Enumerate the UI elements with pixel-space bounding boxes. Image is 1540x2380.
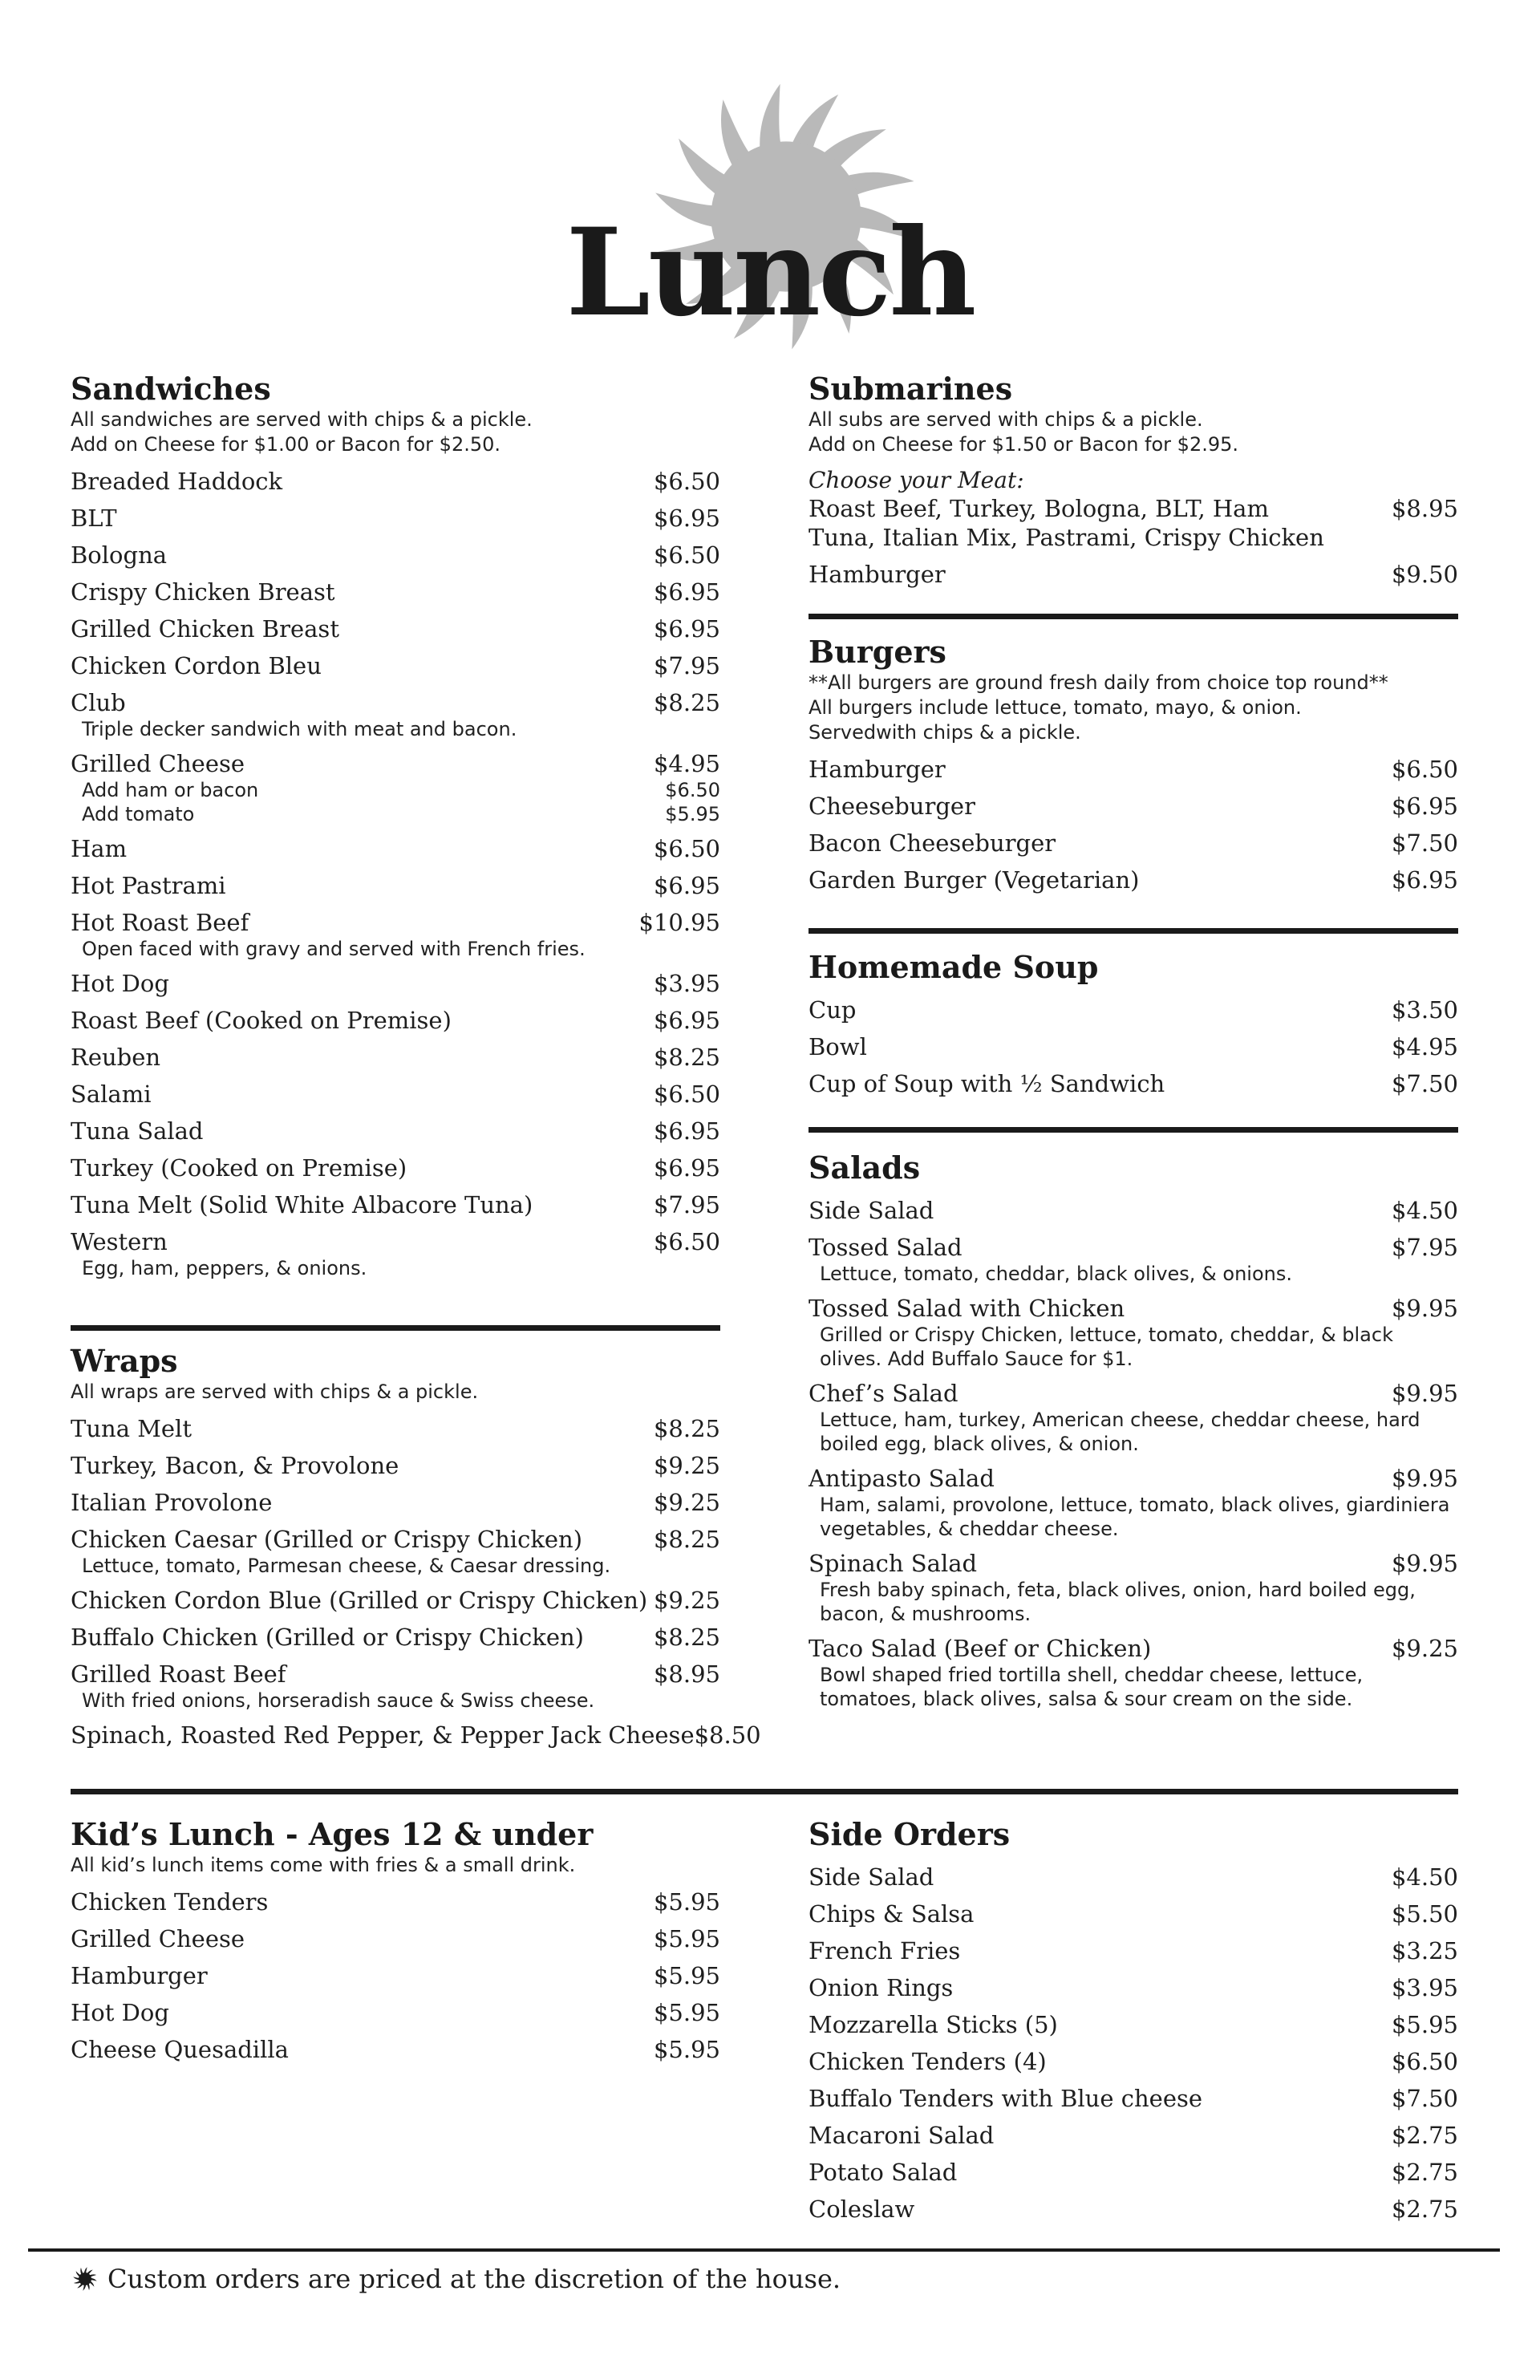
menu-item bbox=[808, 755, 1458, 784]
menu-item bbox=[71, 614, 720, 643]
menu-item bbox=[71, 1660, 720, 1713]
menu-item bbox=[808, 2010, 1458, 2039]
item-name: Chicken Tenders bbox=[71, 1888, 269, 1916]
item-name: Chicken Cordon Bleu bbox=[71, 652, 322, 679]
item-price: $3.95 bbox=[1391, 1974, 1458, 2001]
section-title: Kid’s Lunch - Ages 12 & under bbox=[71, 1816, 594, 1852]
item-row bbox=[808, 560, 1458, 589]
item-row bbox=[808, 829, 1458, 858]
item-name: Hot Dog bbox=[71, 970, 169, 997]
item-name: Chips & Salsa bbox=[808, 1900, 975, 1928]
item-row bbox=[808, 1634, 1458, 1663]
sub-items bbox=[808, 560, 1458, 589]
item-price: $7.95 bbox=[653, 652, 720, 679]
menu-item bbox=[808, 1464, 1458, 1541]
menu-item bbox=[808, 866, 1458, 894]
item-name: Cheese Quesadilla bbox=[71, 2036, 289, 2063]
item-name: Hamburger bbox=[808, 756, 946, 783]
soup-section bbox=[808, 949, 1458, 1106]
item-row bbox=[71, 1117, 720, 1145]
item-row bbox=[808, 1973, 1458, 2002]
item-row bbox=[71, 688, 720, 717]
item-name: French Fries bbox=[808, 1937, 961, 1964]
item-name: Potato Salad bbox=[808, 2159, 958, 2186]
menu-item bbox=[71, 908, 720, 961]
item-row bbox=[808, 1294, 1458, 1323]
item-name: Club bbox=[71, 689, 126, 716]
item-price: $9.95 bbox=[1391, 1550, 1458, 1577]
item-price: $8.50 bbox=[694, 1721, 761, 1749]
addon-name: Add tomato bbox=[82, 803, 195, 825]
item-price: $6.95 bbox=[653, 872, 720, 899]
item-name: Turkey, Bacon, & Provolone bbox=[71, 1452, 399, 1479]
item-price: $6.95 bbox=[653, 1154, 720, 1182]
menu-item bbox=[808, 1233, 1458, 1286]
section-divider bbox=[808, 928, 1458, 934]
item-price: $6.95 bbox=[653, 1117, 720, 1145]
item-price: $8.25 bbox=[653, 1044, 720, 1071]
menu-items bbox=[808, 995, 1458, 1098]
item-price: $5.95 bbox=[653, 2036, 720, 2063]
menu-item bbox=[71, 1488, 720, 1517]
menu-item bbox=[71, 651, 720, 680]
menu-item bbox=[808, 2195, 1458, 2224]
item-name: Mozzarella Sticks (5) bbox=[808, 2011, 1058, 2038]
section-title: Wraps bbox=[71, 1343, 178, 1379]
menu-item bbox=[808, 560, 1458, 589]
sun-icon bbox=[72, 2266, 98, 2292]
item-name: Tuna Melt (Solid White Albacore Tuna) bbox=[71, 1191, 533, 1218]
item-price: $8.25 bbox=[653, 1415, 720, 1442]
item-description: Ham, salami, provolone, lettuce, tomato, black olives, giardiniera vegetables, & cheddar cheese. bbox=[820, 1494, 1450, 1540]
item-price: $8.25 bbox=[653, 1526, 720, 1553]
section-note: All kid’s lunch items come with fries & a small drink. bbox=[71, 1854, 576, 1876]
item-name: Italian Provolone bbox=[71, 1489, 273, 1516]
menu-item bbox=[808, 1634, 1458, 1711]
item-description: Egg, ham, peppers, & onions. bbox=[82, 1257, 367, 1279]
menu-items bbox=[808, 755, 1458, 894]
item-row bbox=[71, 1488, 720, 1517]
item-name: Grilled Cheese bbox=[71, 750, 245, 777]
section-title: Sandwiches bbox=[71, 371, 271, 407]
meat-row bbox=[808, 523, 1458, 552]
menu-item bbox=[71, 1190, 720, 1219]
item-row bbox=[808, 1196, 1458, 1225]
item-name: Grilled Roast Beef bbox=[71, 1660, 286, 1688]
item-row bbox=[808, 2084, 1458, 2113]
item-row bbox=[808, 1863, 1458, 1891]
menu-item bbox=[808, 829, 1458, 858]
item-price: $3.50 bbox=[1391, 996, 1458, 1024]
section-divider bbox=[71, 1325, 720, 1331]
menu-item bbox=[808, 2047, 1458, 2076]
item-price: $3.25 bbox=[1391, 1937, 1458, 1964]
item-name: Ham bbox=[71, 835, 128, 862]
item-name: Cup of Soup with ½ Sandwich bbox=[808, 1070, 1165, 1097]
menu-item bbox=[71, 871, 720, 900]
menu-item bbox=[71, 1525, 720, 1578]
menu-item bbox=[808, 1973, 1458, 2002]
item-row bbox=[71, 541, 720, 570]
item-price: $10.95 bbox=[638, 909, 720, 936]
menu-item bbox=[71, 1227, 720, 1280]
item-name: Hamburger bbox=[71, 1962, 208, 1989]
item-price: $5.50 bbox=[1391, 1900, 1458, 1928]
menu-item bbox=[808, 1032, 1458, 1061]
menu-item bbox=[71, 1154, 720, 1182]
item-name: Cheeseburger bbox=[808, 793, 975, 820]
menu-item bbox=[71, 1887, 720, 1916]
item-price: $9.25 bbox=[653, 1452, 720, 1479]
menu-item bbox=[71, 749, 720, 826]
section-note: All sandwiches are served with chips & a pickle. bbox=[71, 408, 533, 431]
item-row bbox=[71, 1080, 720, 1109]
item-row bbox=[71, 467, 720, 496]
menu-items bbox=[808, 467, 1458, 589]
item-name: Bologna bbox=[71, 541, 168, 569]
item-row bbox=[808, 2195, 1458, 2224]
menu-item bbox=[71, 1414, 720, 1443]
footer-divider bbox=[28, 2248, 1500, 2252]
menu-item bbox=[808, 2121, 1458, 2150]
item-name: Cup bbox=[808, 996, 857, 1024]
item-price: $8.25 bbox=[653, 689, 720, 716]
item-addon bbox=[71, 802, 720, 826]
item-name: Roast Beef (Cooked on Premise) bbox=[71, 1007, 452, 1034]
section-note: All wraps are served with chips & a pickle. bbox=[71, 1381, 479, 1403]
item-price: $6.95 bbox=[1391, 866, 1458, 894]
item-row bbox=[71, 1586, 720, 1615]
item-name: Chicken Tenders (4) bbox=[808, 2048, 1047, 2075]
section-divider bbox=[808, 1127, 1458, 1133]
item-row bbox=[808, 2121, 1458, 2150]
menu-item bbox=[71, 1998, 720, 2027]
item-description: Grilled or Crispy Chicken, lettuce, tomato, cheddar, & black olives. Add Buffalo Sauce for $1. bbox=[820, 1324, 1393, 1370]
item-row bbox=[808, 1233, 1458, 1262]
item-price: $5.95 bbox=[1391, 2011, 1458, 2038]
choose-meat-label: Choose your Meat: bbox=[808, 467, 1024, 493]
kids-lunch-section bbox=[71, 1816, 720, 2072]
item-price: $6.50 bbox=[653, 541, 720, 569]
item-row bbox=[71, 1721, 761, 1750]
item-row bbox=[71, 1998, 720, 2027]
item-row bbox=[71, 614, 720, 643]
item-name: BLT bbox=[71, 505, 117, 532]
item-row bbox=[808, 2010, 1458, 2039]
menu-item bbox=[71, 578, 720, 606]
item-price: $4.95 bbox=[1391, 1033, 1458, 1060]
item-name: Grilled Cheese bbox=[71, 1925, 245, 1952]
item-description: Bowl shaped fried tortilla shell, cheddar cheese, lettuce, tomatoes, black olives, salsa & sour cream on the side. bbox=[820, 1664, 1364, 1710]
page-title: Lunch bbox=[565, 202, 975, 343]
item-price: $6.95 bbox=[653, 578, 720, 606]
item-name: Chef’s Salad bbox=[808, 1380, 958, 1407]
item-price: $9.25 bbox=[653, 1489, 720, 1516]
item-row bbox=[71, 1451, 720, 1480]
item-name: Tossed Salad bbox=[808, 1234, 962, 1261]
menu-item bbox=[808, 1549, 1458, 1626]
item-row bbox=[71, 1924, 720, 1953]
salads-section bbox=[808, 1149, 1458, 1719]
item-price: $4.50 bbox=[1391, 1863, 1458, 1891]
item-name: Hot Roast Beef bbox=[71, 909, 249, 936]
item-name: Bacon Cheeseburger bbox=[808, 829, 1056, 857]
item-description: Lettuce, tomato, Parmesan cheese, & Caesar dressing. bbox=[82, 1555, 611, 1577]
item-price: $5.95 bbox=[653, 1962, 720, 1989]
item-description: Lettuce, tomato, cheddar, black olives, & onions. bbox=[820, 1263, 1292, 1285]
item-name: Garden Burger (Vegetarian) bbox=[808, 866, 1140, 894]
menu-item bbox=[71, 1080, 720, 1109]
menu-item bbox=[808, 995, 1458, 1024]
menu-item bbox=[808, 1379, 1458, 1456]
item-row bbox=[71, 651, 720, 680]
item-row bbox=[71, 1660, 720, 1689]
item-name: Western bbox=[71, 1228, 168, 1255]
item-name: Hot Dog bbox=[71, 1999, 169, 2026]
item-row bbox=[71, 1961, 720, 1990]
section-note: Servedwith chips & a pickle. bbox=[808, 721, 1081, 744]
item-row bbox=[808, 2158, 1458, 2187]
item-name: Spinach Salad bbox=[808, 1550, 978, 1577]
item-name: Tuna Salad bbox=[71, 1117, 204, 1145]
item-price: $6.50 bbox=[653, 468, 720, 495]
menu-item bbox=[71, 688, 720, 741]
item-price: $6.95 bbox=[653, 505, 720, 532]
item-row bbox=[71, 749, 720, 778]
item-price: $6.50 bbox=[1391, 2048, 1458, 2075]
menu-item bbox=[71, 2035, 720, 2064]
menu-item bbox=[808, 2158, 1458, 2187]
item-row bbox=[71, 1525, 720, 1554]
item-addon bbox=[71, 778, 720, 802]
item-price: $4.50 bbox=[1391, 1197, 1458, 1224]
footer-note bbox=[72, 2263, 841, 2295]
menu-item bbox=[71, 1451, 720, 1480]
section-title: Side Orders bbox=[808, 1816, 1011, 1852]
item-name: Chicken Caesar (Grilled or Crispy Chicken) bbox=[71, 1526, 583, 1553]
item-price: $8.95 bbox=[653, 1660, 720, 1688]
section-note: Add on Cheese for $1.50 or Bacon for $2.95. bbox=[808, 433, 1239, 456]
item-row bbox=[71, 1414, 720, 1443]
menu-item bbox=[808, 1863, 1458, 1891]
section-divider bbox=[808, 614, 1458, 619]
item-price: $7.95 bbox=[653, 1191, 720, 1218]
item-row bbox=[808, 1900, 1458, 1928]
submarines-section bbox=[808, 371, 1458, 597]
item-name: Onion Rings bbox=[808, 1974, 954, 2001]
item-name: Side Salad bbox=[808, 1863, 934, 1891]
item-price: $9.25 bbox=[1391, 1635, 1458, 1662]
menu-item bbox=[71, 1117, 720, 1145]
item-price: $6.50 bbox=[653, 1081, 720, 1108]
menu-item bbox=[808, 1069, 1458, 1098]
item-price: $6.95 bbox=[653, 615, 720, 643]
item-row bbox=[71, 969, 720, 998]
item-name: Tuna, Italian Mix, Pastrami, Crispy Chicken bbox=[808, 524, 1324, 551]
menu-item bbox=[71, 1623, 720, 1652]
item-row bbox=[808, 1936, 1458, 1965]
item-name: Turkey (Cooked on Premise) bbox=[71, 1154, 407, 1182]
item-row bbox=[71, 578, 720, 606]
item-row bbox=[808, 1032, 1458, 1061]
menu-item bbox=[71, 1043, 720, 1072]
item-description: Triple decker sandwich with meat and bacon. bbox=[82, 718, 517, 740]
menu-item bbox=[71, 1961, 720, 1990]
section-title: Submarines bbox=[808, 371, 1013, 407]
item-price: $2.75 bbox=[1391, 2196, 1458, 2223]
item-price: $2.75 bbox=[1391, 2159, 1458, 2186]
item-price: $5.95 bbox=[653, 1925, 720, 1952]
item-row bbox=[808, 1464, 1458, 1493]
item-row bbox=[71, 871, 720, 900]
menu-items bbox=[808, 1863, 1458, 2224]
item-name: Tuna Melt bbox=[71, 1415, 192, 1442]
item-name: Coleslaw bbox=[808, 2196, 915, 2223]
item-price: $6.50 bbox=[653, 1228, 720, 1255]
item-price: $6.50 bbox=[653, 835, 720, 862]
meat-choice bbox=[808, 467, 1458, 552]
item-row bbox=[808, 792, 1458, 821]
menu-item bbox=[71, 541, 720, 570]
menu-item bbox=[808, 1294, 1458, 1371]
item-row bbox=[71, 834, 720, 863]
section-note: All subs are served with chips & a pickle. bbox=[808, 408, 1203, 431]
side-orders-section bbox=[808, 1816, 1458, 2232]
menu-item bbox=[808, 1936, 1458, 1965]
item-price: $7.50 bbox=[1391, 829, 1458, 857]
item-price: $9.50 bbox=[1391, 561, 1458, 588]
item-name: Hamburger bbox=[808, 561, 946, 588]
item-name: Macaroni Salad bbox=[808, 2122, 995, 2149]
sandwiches-section bbox=[71, 371, 720, 1288]
menu-item bbox=[71, 834, 720, 863]
item-row bbox=[71, 1227, 720, 1256]
section-title: Salads bbox=[808, 1149, 921, 1186]
item-row bbox=[71, 1154, 720, 1182]
item-name: Roast Beef, Turkey, Bologna, BLT, Ham bbox=[808, 495, 1269, 522]
item-row bbox=[808, 2047, 1458, 2076]
item-price: $9.25 bbox=[653, 1587, 720, 1614]
menu-items bbox=[808, 1196, 1458, 1711]
section-title: Burgers bbox=[808, 634, 946, 670]
item-row bbox=[71, 908, 720, 937]
section-title: Homemade Soup bbox=[808, 949, 1099, 985]
item-row bbox=[71, 1006, 720, 1035]
item-price: $2.75 bbox=[1391, 2122, 1458, 2149]
item-name: Taco Salad (Beef or Chicken) bbox=[808, 1635, 1152, 1662]
item-price: $3.95 bbox=[653, 970, 720, 997]
item-price: $6.95 bbox=[1391, 793, 1458, 820]
item-row bbox=[71, 1043, 720, 1072]
section-notes bbox=[71, 407, 720, 457]
item-name: Buffalo Chicken (Grilled or Crispy Chicken) bbox=[71, 1624, 584, 1651]
item-row bbox=[71, 1623, 720, 1652]
addon-price: $6.50 bbox=[665, 779, 720, 801]
menu-item bbox=[808, 792, 1458, 821]
item-row bbox=[808, 1379, 1458, 1408]
item-name: Salami bbox=[71, 1081, 152, 1108]
menu-item bbox=[71, 1586, 720, 1615]
section-note: **All burgers are ground fresh daily from choice top round** bbox=[808, 671, 1388, 694]
item-price: $9.95 bbox=[1391, 1295, 1458, 1322]
item-price: $6.95 bbox=[653, 1007, 720, 1034]
item-name: Antipasto Salad bbox=[808, 1465, 995, 1492]
item-name: Reuben bbox=[71, 1044, 161, 1071]
menu-item bbox=[808, 1196, 1458, 1225]
kids-divider bbox=[71, 1789, 1458, 1794]
item-price: $4.95 bbox=[653, 750, 720, 777]
item-price: $5.95 bbox=[653, 1999, 720, 2026]
item-row bbox=[71, 1887, 720, 1916]
menu-items bbox=[71, 1414, 761, 1750]
item-row bbox=[808, 1549, 1458, 1578]
item-name: Crispy Chicken Breast bbox=[71, 578, 335, 606]
item-name: Grilled Chicken Breast bbox=[71, 615, 339, 643]
item-name: Breaded Haddock bbox=[71, 468, 283, 495]
menu-item bbox=[71, 969, 720, 998]
item-row bbox=[808, 866, 1458, 894]
item-price: $7.50 bbox=[1391, 2085, 1458, 2112]
item-price: $7.50 bbox=[1391, 1070, 1458, 1097]
item-row bbox=[808, 1069, 1458, 1098]
item-description: Fresh baby spinach, feta, black olives, onion, hard boiled egg, bacon, & mushrooms. bbox=[820, 1579, 1416, 1625]
item-row bbox=[71, 2035, 720, 2064]
burgers-section bbox=[808, 634, 1458, 902]
menu-header bbox=[0, 72, 1540, 361]
menu-item bbox=[71, 1006, 720, 1035]
item-row bbox=[71, 504, 720, 533]
menu-item bbox=[71, 504, 720, 533]
footer-text: Custom orders are priced at the discretion of the house. bbox=[107, 2264, 841, 2294]
item-description: With fried onions, horseradish sauce & Swiss cheese. bbox=[82, 1689, 595, 1712]
menu-item bbox=[808, 2084, 1458, 2113]
item-name: Tossed Salad with Chicken bbox=[808, 1295, 1125, 1322]
item-name: Hot Pastrami bbox=[71, 872, 226, 899]
item-name: Chicken Cordon Blue (Grilled or Crispy Chicken) bbox=[71, 1587, 648, 1614]
item-price: $6.50 bbox=[1391, 756, 1458, 783]
item-name: Buffalo Tenders with Blue cheese bbox=[808, 2085, 1203, 2112]
item-price: $8.25 bbox=[653, 1624, 720, 1651]
item-name: Spinach, Roasted Red Pepper, & Pepper Jack Cheese bbox=[71, 1721, 695, 1749]
item-name: Side Salad bbox=[808, 1197, 934, 1224]
item-row bbox=[808, 995, 1458, 1024]
meat-row bbox=[808, 494, 1458, 523]
section-note: All burgers include lettuce, tomato, mayo, & onion. bbox=[808, 696, 1302, 719]
item-name: Bowl bbox=[808, 1033, 867, 1060]
item-row bbox=[808, 755, 1458, 784]
menu-items bbox=[71, 467, 720, 1280]
menu-item bbox=[71, 467, 720, 496]
item-description: Open faced with gravy and served with French fries. bbox=[82, 938, 586, 960]
menu-item bbox=[71, 1721, 761, 1750]
item-description: Lettuce, ham, turkey, American cheese, cheddar cheese, hard boiled egg, black olives, & onion. bbox=[820, 1409, 1420, 1455]
menu-items bbox=[71, 1887, 720, 2064]
item-price: $5.95 bbox=[653, 1888, 720, 1916]
menu-item bbox=[71, 1924, 720, 1953]
section-note: Add on Cheese for $1.00 or Bacon for $2.50. bbox=[71, 433, 501, 456]
addon-price: $5.95 bbox=[665, 803, 720, 825]
addon-name: Add ham or bacon bbox=[82, 779, 259, 801]
item-row bbox=[71, 1190, 720, 1219]
item-price: $9.95 bbox=[1391, 1465, 1458, 1492]
menu-item bbox=[808, 1900, 1458, 1928]
item-price: $9.95 bbox=[1391, 1380, 1458, 1407]
item-price: $8.95 bbox=[1391, 495, 1458, 522]
item-price: $7.95 bbox=[1391, 1234, 1458, 1261]
wraps-section bbox=[71, 1343, 761, 1758]
